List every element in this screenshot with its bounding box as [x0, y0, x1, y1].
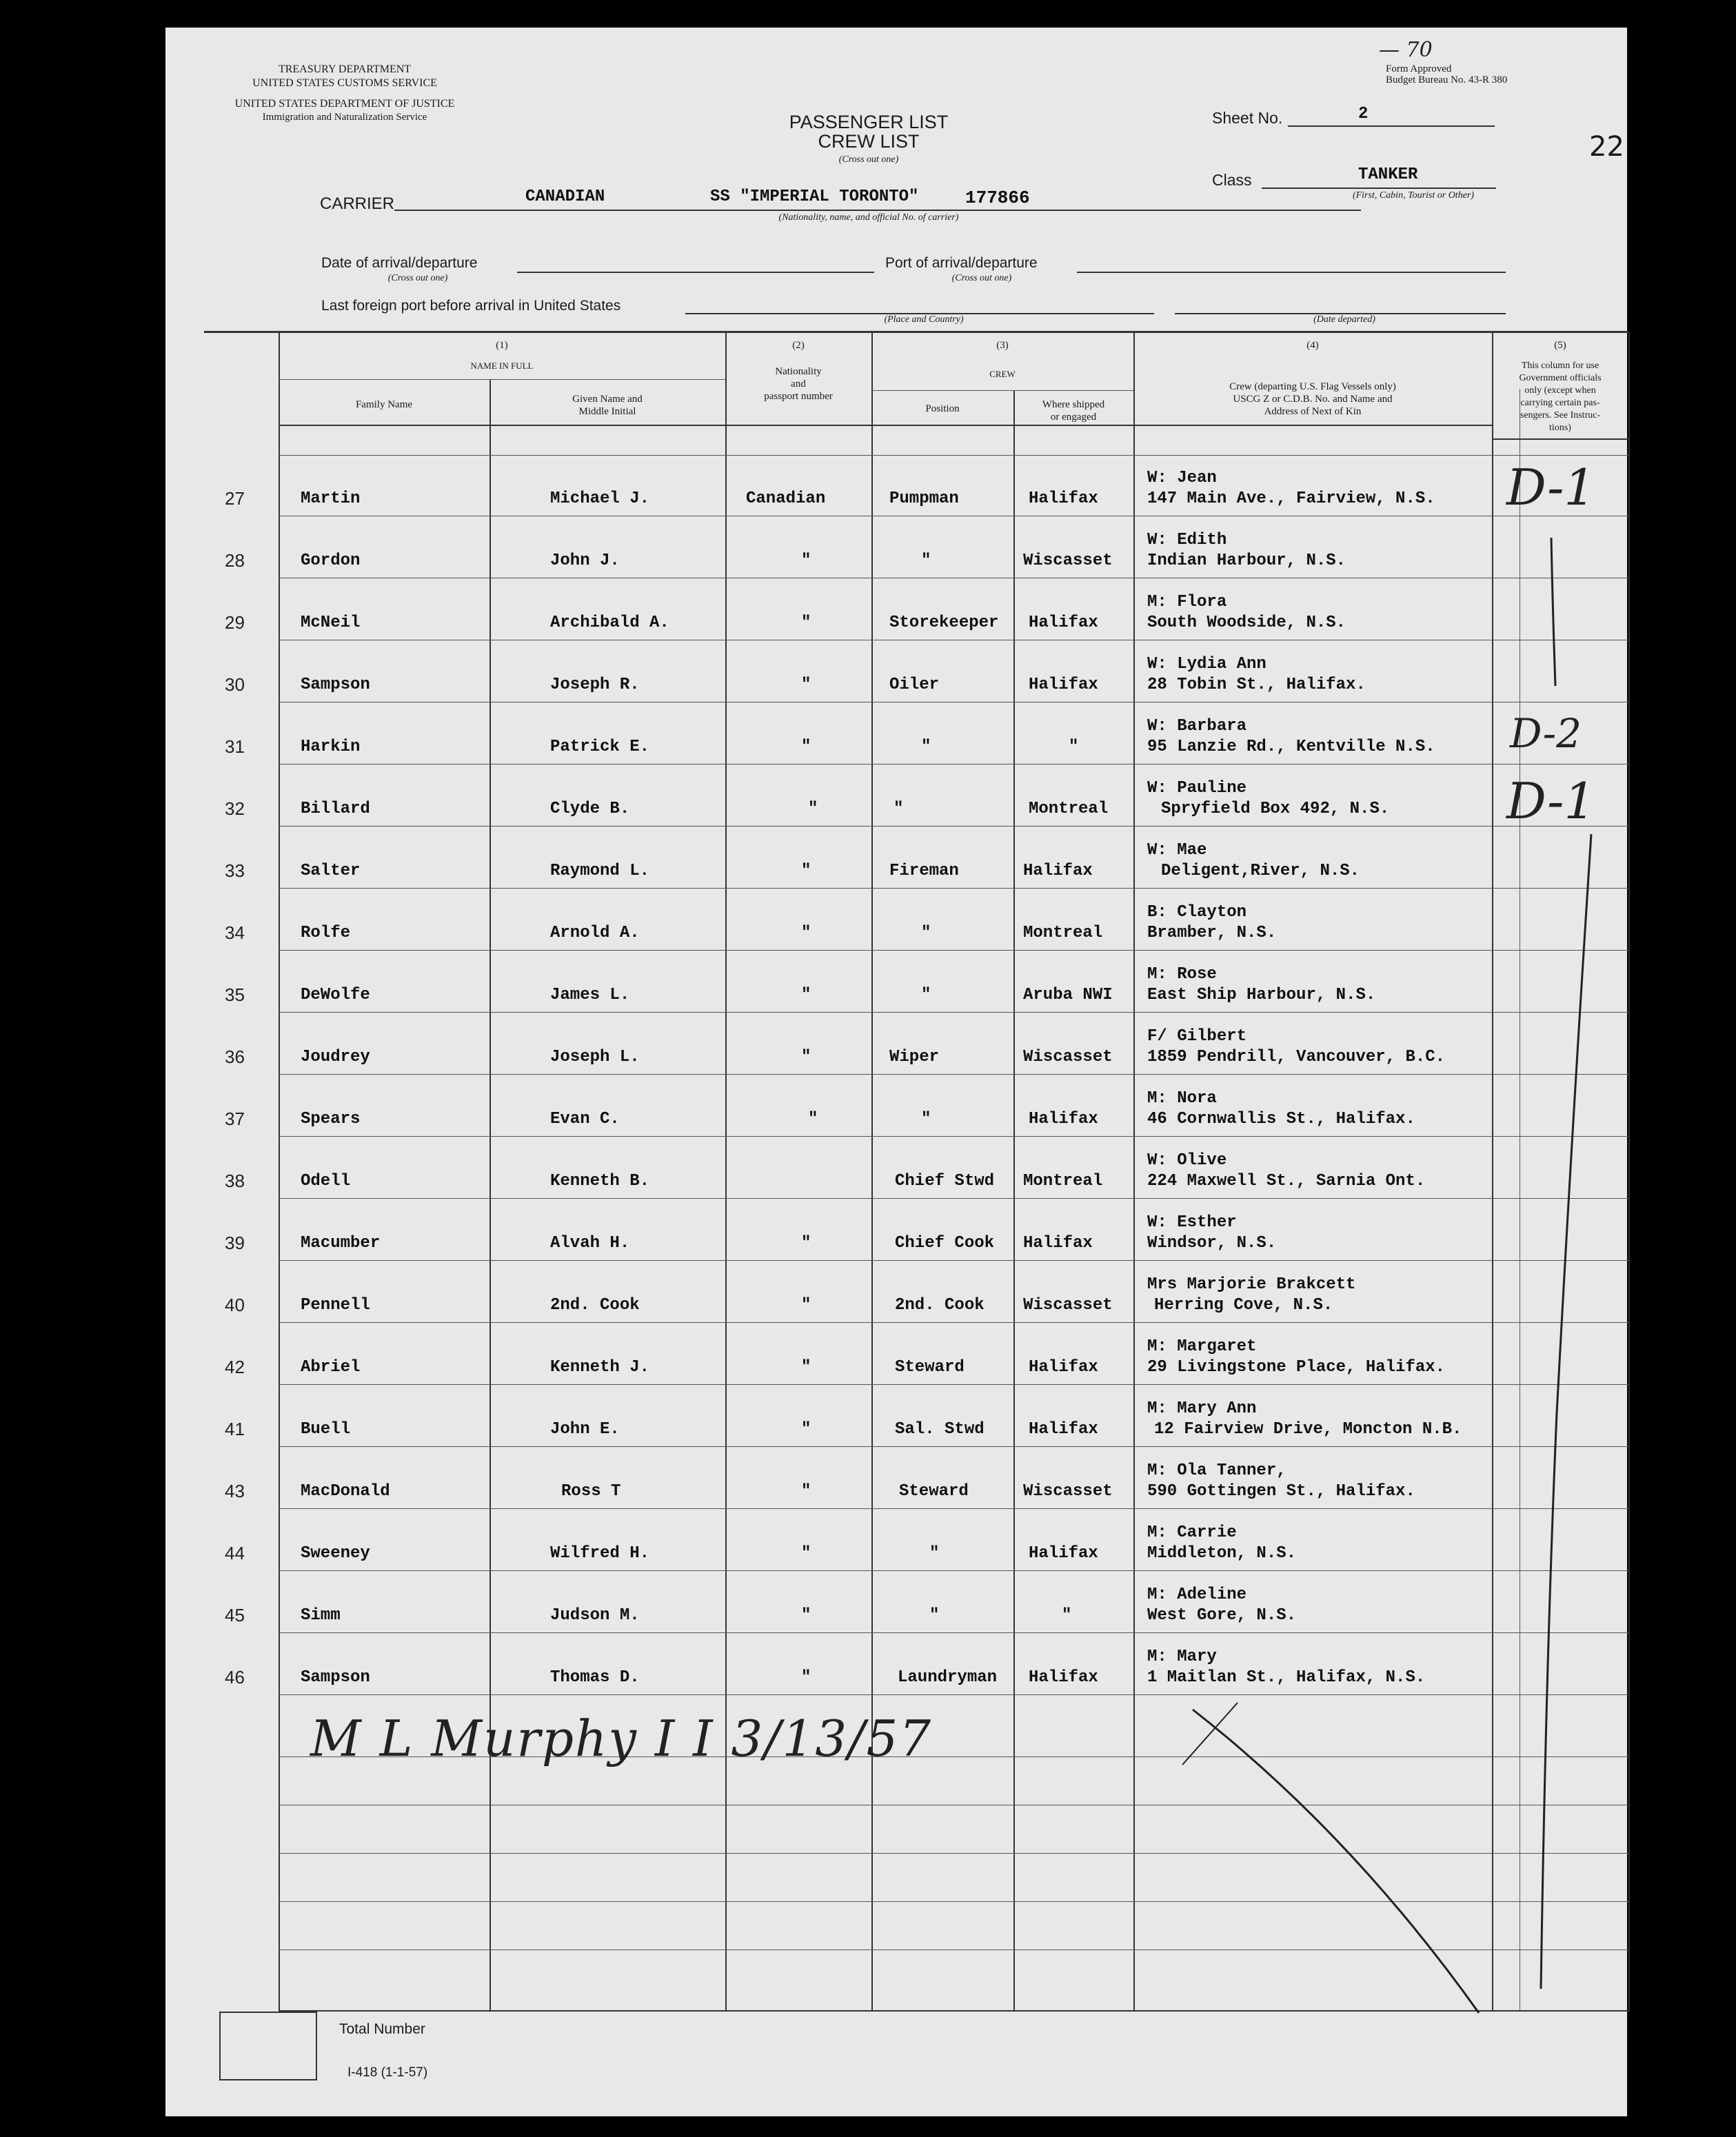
given-name: Clyde B.: [550, 800, 630, 818]
col5-line-5: sengers. See Instruc-: [1520, 410, 1601, 421]
position: ": [929, 1606, 940, 1625]
position: Steward: [895, 1358, 965, 1377]
carrier-nationality: CANADIAN: [525, 188, 605, 206]
top-handwritten-mark: — 70: [1379, 38, 1433, 62]
where-shipped: Halifax: [1029, 1420, 1098, 1439]
family-name: Gordon: [301, 551, 361, 570]
form-approved: Form Approved: [1386, 63, 1452, 74]
document-page: [165, 28, 1627, 2116]
where-shipped: Aruba NWI: [1023, 986, 1113, 1004]
nationality: ": [801, 924, 811, 942]
where-shipped: Halifax: [1029, 1668, 1098, 1687]
position: ": [894, 800, 904, 818]
class-label: Class: [1212, 171, 1252, 189]
kin-address: 1 Maitlan St., Halifax, N.S.: [1147, 1668, 1426, 1687]
kin-name: M: Nora: [1147, 1089, 1217, 1108]
kin-address: South Woodside, N.S.: [1147, 614, 1346, 632]
form-number: I-418 (1-1-57): [347, 2065, 428, 2080]
carrier-label: CARRIER: [320, 194, 395, 213]
position: Sal. Stwd: [895, 1420, 985, 1439]
position: Laundryman: [898, 1668, 998, 1687]
kin-address: Herring Cove, N.S.: [1154, 1296, 1333, 1315]
family-name: Pennell: [301, 1296, 370, 1315]
nationality: ": [801, 551, 811, 570]
col5-line-1: This column for use: [1521, 361, 1599, 371]
col1-number: (1): [496, 340, 508, 351]
col3-where-1: Where shipped: [1042, 399, 1105, 410]
nationality: ": [801, 862, 811, 880]
where-shipped: Halifax: [1029, 489, 1098, 508]
family-name: Sweeney: [301, 1544, 370, 1563]
where-shipped: Halifax: [1029, 614, 1098, 632]
col2-nat-3: passport number: [764, 391, 833, 402]
row-number: 30: [225, 674, 245, 695]
where-shipped: Halifax: [1023, 1234, 1093, 1253]
where-shipped: ": [1062, 1606, 1072, 1625]
kin-address: 590 Gottingen St., Halifax.: [1147, 1482, 1415, 1501]
page-number: 22: [1589, 131, 1624, 163]
row-number: 43: [225, 1481, 245, 1501]
port-label: Port of arrival/departure: [885, 255, 1038, 271]
where-shipped: Montreal: [1023, 1172, 1103, 1191]
col5-number: (5): [1554, 340, 1566, 351]
col-given-name-2: Middle Initial: [578, 406, 636, 417]
dept-line-4: Immigration and Naturalization Service: [262, 112, 427, 123]
kin-address: 147 Main Ave., Fairview, N.S.: [1147, 489, 1435, 508]
kin-name: W: Olive: [1147, 1151, 1227, 1170]
nationality: ": [801, 614, 811, 632]
row-number: 28: [225, 550, 245, 571]
col5-line-6: tions): [1549, 423, 1571, 433]
sheet-value: 2: [1358, 105, 1369, 123]
col4-number: (4): [1306, 340, 1319, 351]
family-name: Martin: [301, 489, 361, 508]
given-name: Kenneth B.: [550, 1172, 650, 1191]
kin-address: 1859 Pendrill, Vancouver, B.C.: [1147, 1048, 1446, 1066]
row-number: 35: [225, 984, 245, 1005]
given-name: Wilfred H.: [550, 1544, 650, 1563]
carrier-ship-name: SS "IMPERIAL TORONTO": [710, 188, 919, 206]
where-shipped: Halifax: [1029, 1110, 1098, 1128]
dept-line-3: UNITED STATES DEPARTMENT OF JUSTICE: [234, 98, 455, 110]
nationality: ": [801, 986, 811, 1004]
position: ": [921, 551, 931, 570]
total-number-label: Total Number: [339, 2021, 425, 2037]
where-shipped: Halifax: [1029, 1358, 1098, 1377]
place-note: (Place and Country): [884, 314, 964, 325]
kin-name: M: Margaret: [1147, 1337, 1257, 1356]
last-port-label: Last foreign port before arrival in United States: [321, 298, 621, 314]
row-number: 44: [225, 1543, 245, 1563]
position: ": [921, 1110, 931, 1128]
title-crew-list: CREW LIST: [818, 131, 920, 152]
position: Steward: [899, 1482, 969, 1501]
row-number: 31: [225, 736, 245, 757]
kin-address: 12 Fairview Drive, Moncton N.B.: [1154, 1420, 1462, 1439]
col3-position: Position: [925, 403, 960, 414]
family-name: Abriel: [301, 1358, 361, 1377]
family-name: Joudrey: [301, 1048, 370, 1066]
row-number: 41: [225, 1419, 245, 1439]
given-name: Patrick E.: [550, 738, 650, 756]
given-name: Joseph R.: [550, 676, 640, 694]
col1-title: NAME IN FULL: [470, 361, 534, 371]
row-number: 32: [225, 798, 245, 819]
kin-address: West Gore, N.S.: [1147, 1606, 1297, 1625]
table-right-border: [1628, 332, 1630, 2011]
position: Storekeeper: [889, 614, 999, 632]
nationality: ": [801, 1482, 811, 1501]
carrier-note: (Nationality, name, and official No. of carrier): [778, 212, 959, 223]
kin-address: 28 Tobin St., Halifax.: [1147, 676, 1366, 694]
col-given-name-1: Given Name and: [572, 394, 643, 405]
family-name: Billard: [301, 800, 370, 818]
given-name: Kenneth J.: [550, 1358, 650, 1377]
kin-name: W: Mae: [1147, 841, 1207, 860]
given-name: Ross T: [561, 1482, 621, 1501]
where-shipped: Halifax: [1029, 676, 1098, 694]
given-name: Raymond L.: [550, 862, 650, 880]
nationality: Canadian: [746, 489, 826, 508]
kin-name: W: Jean: [1147, 469, 1217, 487]
carrier-official-no: 177866: [965, 188, 1030, 208]
position: Pumpman: [889, 489, 959, 508]
col4-line-1: Crew (departing U.S. Flag Vessels only): [1229, 381, 1396, 392]
family-name: Odell: [301, 1172, 351, 1191]
family-name: Simm: [301, 1606, 341, 1625]
kin-name: Mrs Marjorie Brakcett: [1147, 1275, 1356, 1294]
kin-address: East Ship Harbour, N.S.: [1147, 986, 1376, 1004]
nationality: ": [801, 1234, 811, 1253]
kin-name: M: Carrie: [1147, 1523, 1237, 1542]
kin-address: Deligent,River, N.S.: [1161, 862, 1360, 880]
nationality: ": [801, 1668, 811, 1687]
given-name: Archibald A.: [550, 614, 669, 632]
sheet-label: Sheet No.: [1212, 109, 1283, 127]
nationality: ": [808, 1110, 818, 1128]
kin-address: 46 Cornwallis St., Halifax.: [1147, 1110, 1415, 1128]
nationality: ": [801, 1358, 811, 1377]
row-number: 45: [225, 1605, 245, 1625]
where-shipped: ": [1069, 738, 1079, 756]
col2-number: (2): [792, 340, 805, 351]
where-shipped: Montreal: [1029, 800, 1109, 818]
family-name: Sampson: [301, 676, 370, 694]
kin-address: Bramber, N.S.: [1147, 924, 1277, 942]
class-note: (First, Cabin, Tourist or Other): [1352, 190, 1475, 201]
nationality: ": [801, 738, 811, 756]
row-number: 27: [225, 488, 245, 509]
position: Chief Stwd: [895, 1172, 995, 1191]
dept-line-1: TREASURY DEPARTMENT: [278, 63, 412, 75]
family-name: Rolfe: [301, 924, 351, 942]
col5-line-2: Government officials: [1519, 373, 1602, 383]
where-shipped: Halifax: [1029, 1544, 1098, 1563]
where-shipped: Wiscasset: [1023, 1048, 1113, 1066]
row-number: 42: [225, 1357, 245, 1377]
col2-nat-1: Nationality: [775, 366, 822, 377]
where-shipped: Montreal: [1023, 924, 1103, 942]
row-number: 46: [225, 1667, 245, 1688]
row-number: 36: [225, 1046, 245, 1067]
given-name: Thomas D.: [550, 1668, 640, 1687]
family-name: Harkin: [301, 738, 361, 756]
date-departed-note: (Date departed): [1313, 314, 1375, 325]
kin-address: Middleton, N.S.: [1147, 1544, 1297, 1563]
row-number: 40: [225, 1295, 245, 1315]
kin-address: Indian Harbour, N.S.: [1147, 551, 1346, 570]
row-number: 29: [225, 612, 245, 633]
title-passenger-list: PASSENGER LIST: [789, 112, 949, 132]
position: ": [921, 986, 931, 1004]
col2-nat-2: and: [791, 378, 806, 389]
kin-name: W: Esther: [1147, 1213, 1237, 1232]
budget-bureau-no: Budget Bureau No. 43-R 380: [1386, 74, 1508, 85]
annotation-d2: D-2: [1510, 710, 1582, 757]
family-name: MacDonald: [301, 1482, 390, 1501]
kin-name: M: Mary: [1147, 1648, 1217, 1666]
row-number: 33: [225, 860, 245, 881]
nationality: ": [801, 1420, 811, 1439]
kin-name: F/ Gilbert: [1147, 1027, 1247, 1046]
nationality: ": [801, 1048, 811, 1066]
nationality: ": [801, 1544, 811, 1563]
kin-name: M: Flora: [1147, 593, 1227, 611]
kin-name: M: Adeline: [1147, 1586, 1247, 1604]
family-name: Salter: [301, 862, 361, 880]
port-note: (Cross out one): [951, 273, 1012, 283]
col3-where-2: or engaged: [1050, 412, 1097, 423]
family-name: McNeil: [301, 614, 361, 632]
nationality: ": [801, 1606, 811, 1625]
kin-name: M: Mary Ann: [1147, 1399, 1257, 1418]
col5-line-3: only (except when: [1524, 385, 1596, 396]
col3-crew: CREW: [989, 369, 1016, 379]
position: ": [921, 924, 931, 942]
total-number-box: [219, 2012, 317, 2080]
row-number: 39: [225, 1233, 245, 1253]
kin-name: W: Barbara: [1147, 717, 1247, 736]
kin-name: W: Pauline: [1147, 779, 1247, 798]
given-name: Judson M.: [550, 1606, 640, 1625]
position: Chief Cook: [895, 1234, 995, 1253]
title-note: (Cross out one): [838, 154, 899, 165]
position: ": [921, 738, 931, 756]
given-name: 2nd. Cook: [550, 1296, 640, 1315]
col3-number: (3): [996, 340, 1009, 351]
family-name: Buell: [301, 1420, 351, 1439]
given-name: Joseph L.: [550, 1048, 640, 1066]
kin-address: Windsor, N.S.: [1147, 1234, 1277, 1253]
family-name: Spears: [301, 1110, 361, 1128]
inspector-signature: M L Murphy I I 3/13/57: [310, 1710, 933, 1768]
col4-line-3: Address of Next of Kin: [1264, 406, 1362, 417]
nationality: ": [808, 800, 818, 818]
annotation-d1-second: D-1: [1506, 772, 1596, 830]
col4-line-2: USCG Z or C.D.B. No. and Name and: [1233, 394, 1393, 405]
kin-name: B: Clayton: [1147, 903, 1247, 922]
given-name: John J.: [550, 551, 620, 570]
row-number: 38: [225, 1171, 245, 1191]
family-name: Macumber: [301, 1234, 381, 1253]
position: 2nd. Cook: [895, 1296, 985, 1315]
given-name: Alvah H.: [550, 1234, 630, 1253]
where-shipped: Wiscasset: [1023, 1296, 1113, 1315]
position: Wiper: [889, 1048, 940, 1066]
row-number: 37: [225, 1108, 245, 1129]
kin-name: M: Ola Tanner,: [1147, 1461, 1286, 1480]
pen-marks: [165, 28, 1627, 2116]
dept-line-2: UNITED STATES CUSTOMS SERVICE: [252, 77, 437, 89]
kin-address: Spryfield Box 492, N.S.: [1161, 800, 1390, 818]
kin-name: W: Lydia Ann: [1147, 655, 1266, 673]
date-label: Date of arrival/departure: [321, 255, 478, 271]
col-family-name: Family Name: [355, 399, 413, 410]
nationality: ": [801, 676, 811, 694]
nationality: ": [801, 1296, 811, 1315]
given-name: James L.: [550, 986, 630, 1004]
family-name: DeWolfe: [301, 986, 370, 1004]
date-note: (Cross out one): [387, 273, 448, 283]
position: Fireman: [889, 862, 959, 880]
annotation-d1-first: D-1: [1506, 458, 1596, 516]
position: Oiler: [889, 676, 940, 694]
col5-line-4: carrying certain pas-: [1520, 398, 1600, 408]
family-name: Sampson: [301, 1668, 370, 1687]
where-shipped: Wiscasset: [1023, 1482, 1113, 1501]
kin-name: M: Rose: [1147, 965, 1217, 984]
row-number: 34: [225, 922, 245, 943]
given-name: John E.: [550, 1420, 620, 1439]
given-name: Evan C.: [550, 1110, 620, 1128]
kin-address: 29 Livingstone Place, Halifax.: [1147, 1358, 1446, 1377]
given-name: Arnold A.: [550, 924, 640, 942]
kin-address: 95 Lanzie Rd., Kentville N.S.: [1147, 738, 1435, 756]
given-name: Michael J.: [550, 489, 650, 508]
where-shipped: Wiscasset: [1023, 551, 1113, 570]
kin-name: W: Edith: [1147, 531, 1227, 549]
where-shipped: Halifax: [1023, 862, 1093, 880]
position: ": [929, 1544, 940, 1563]
kin-address: 224 Maxwell St., Sarnia Ont.: [1147, 1172, 1426, 1191]
class-value: TANKER: [1358, 165, 1418, 184]
